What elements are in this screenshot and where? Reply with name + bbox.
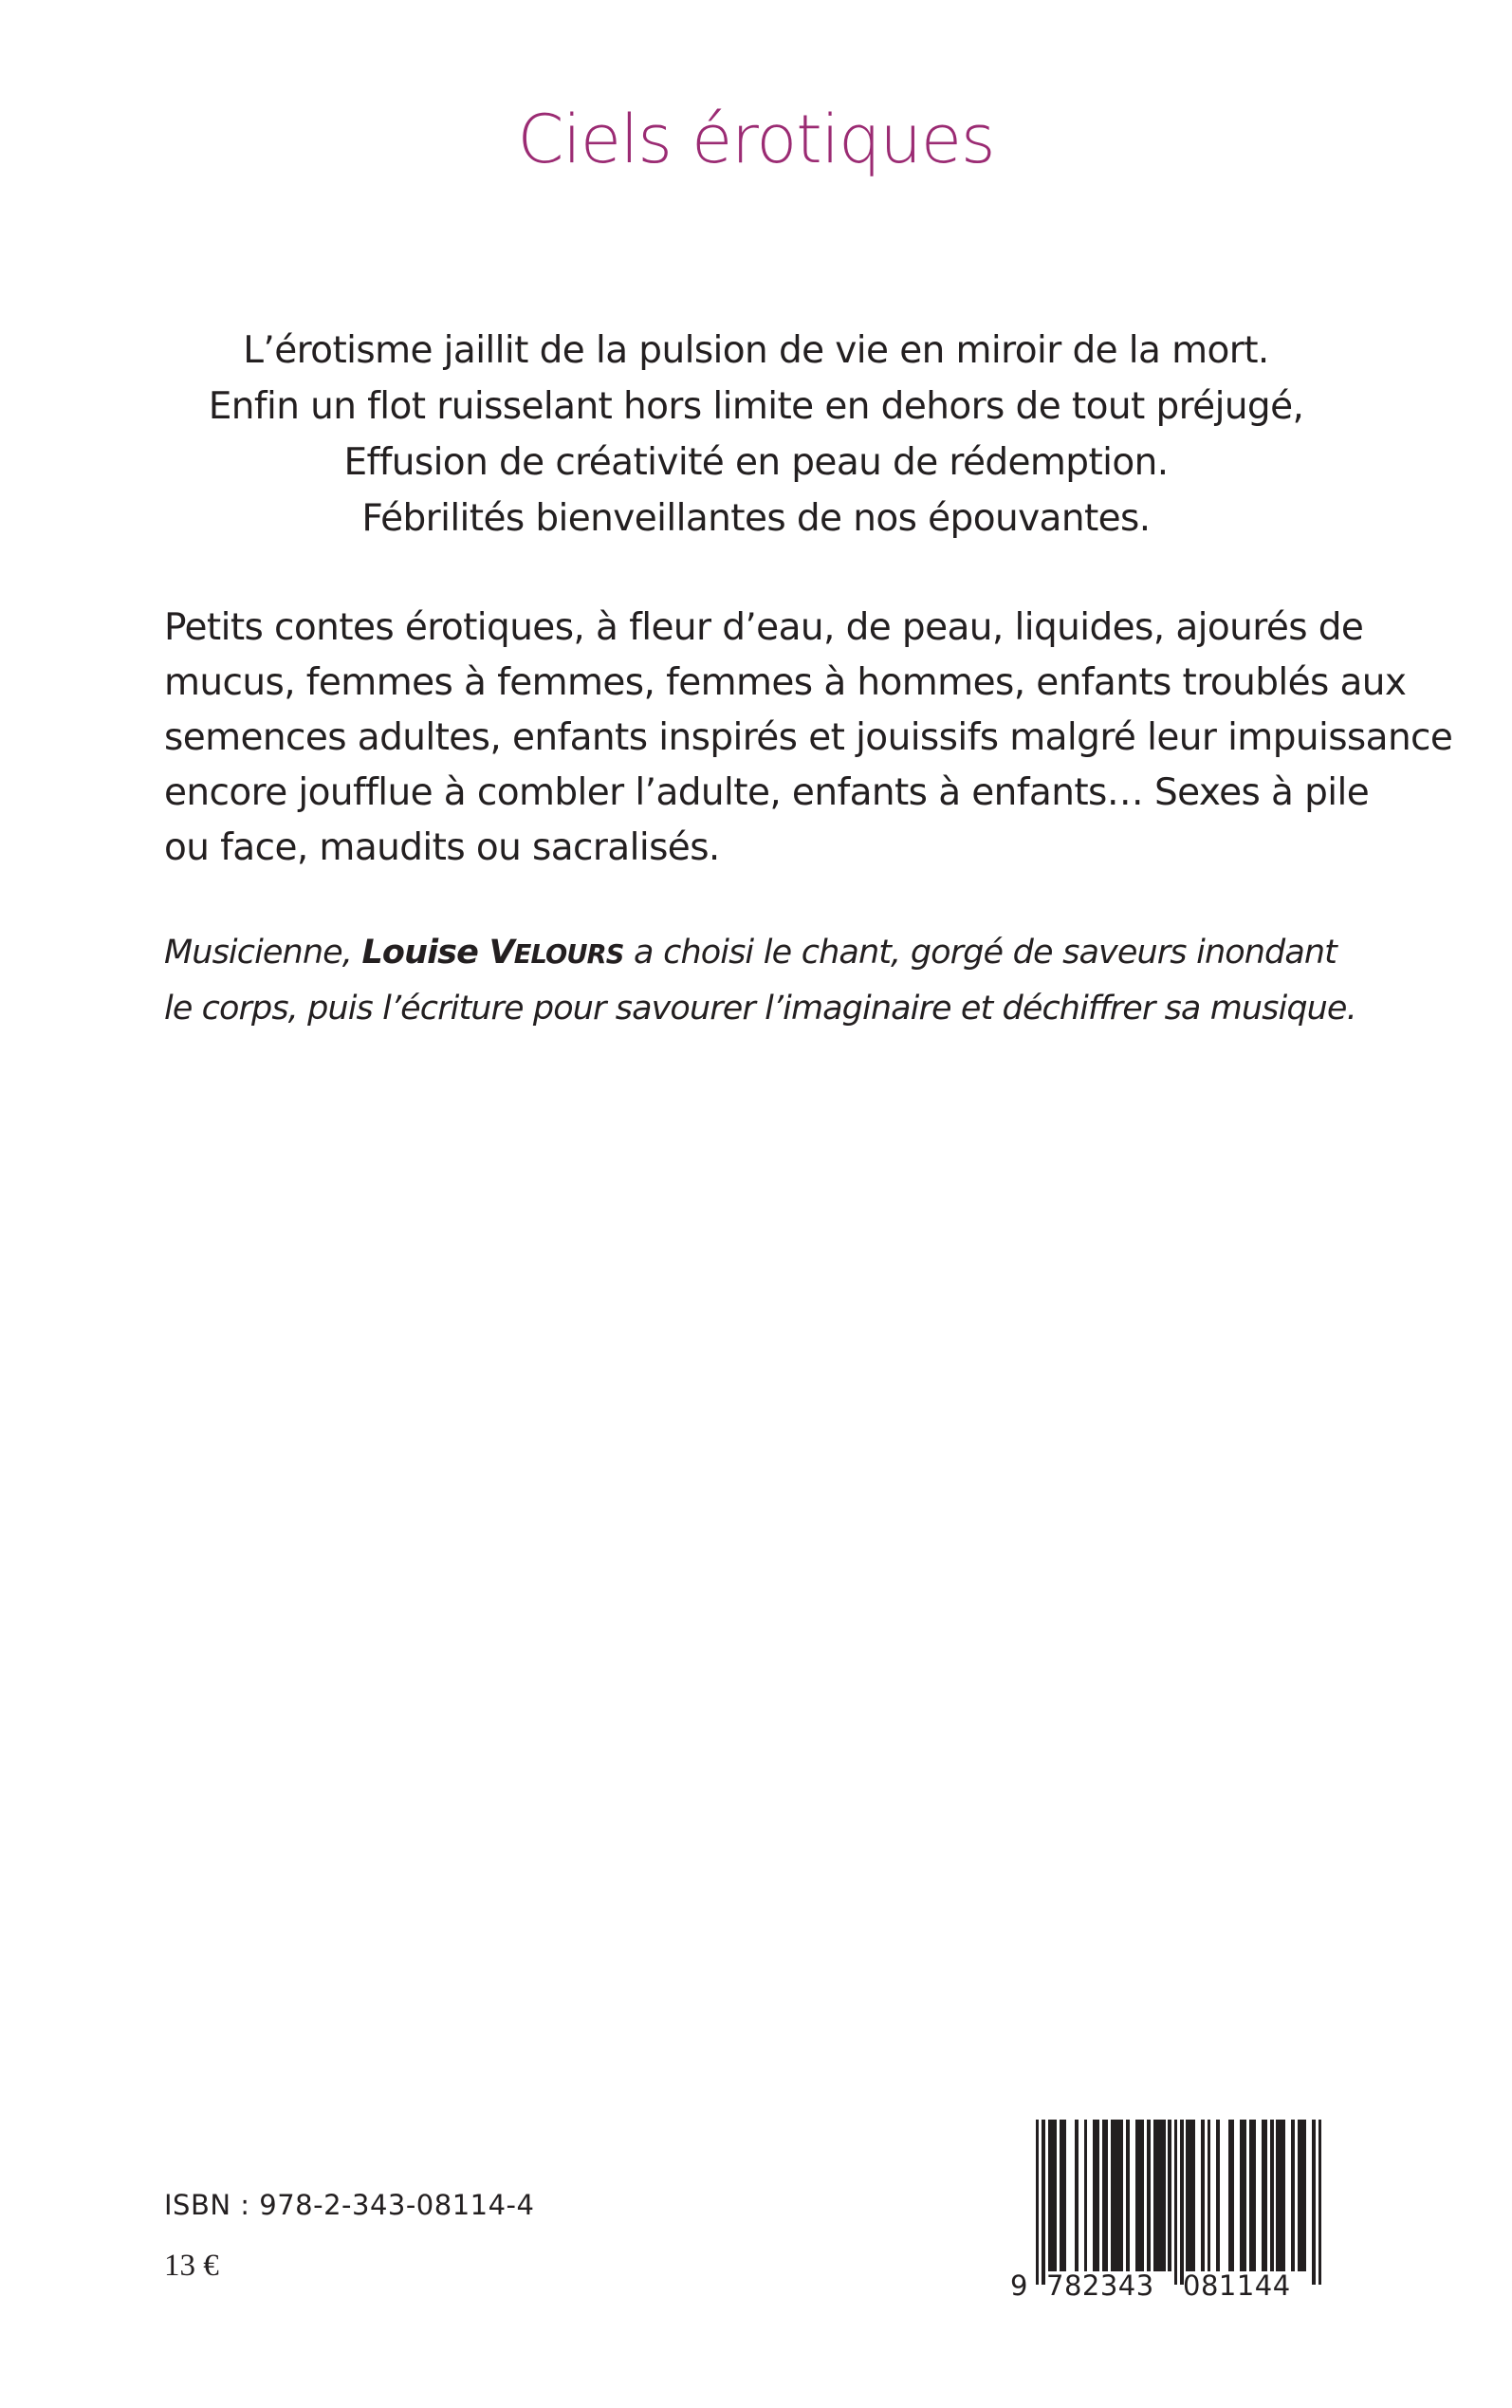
barcode-bar: [1168, 2120, 1171, 2271]
bio-line: le corps, puis l’écriture pour savourer l’imaginaire et déchiffrer sa musique.: [164, 990, 1356, 1028]
barcode: [1010, 2102, 1321, 2305]
barcode-bar: [1096, 2120, 1098, 2271]
barcode-guard-bar: [1174, 2120, 1177, 2285]
author-name: Louise VELOURS: [361, 934, 624, 972]
barcode-bar: [1084, 2120, 1087, 2271]
bio-prefix: Musicienne,: [164, 934, 362, 972]
author-bio: [164, 926, 1356, 1036]
barcode-bar: [1244, 2120, 1246, 2271]
barcode-bar: [1201, 2120, 1204, 2271]
barcode-bar: [1063, 2120, 1066, 2271]
price-label: 13 €: [164, 2249, 219, 2283]
barcode-bars: [1036, 2120, 1321, 2271]
barcode-bar: [1216, 2120, 1219, 2271]
summary-line: Petits contes érotiques, à fleur d’eau, de peau, liquides, ajourés de: [164, 606, 1364, 649]
barcode-bar: [1192, 2120, 1195, 2271]
summary-line: semences adultes, enfants inspirés et jouissifs malgré leur impuissance: [164, 716, 1453, 759]
summary-line: mucus, femmes à femmes, femmes à hommes, enfants troublés aux: [164, 661, 1407, 704]
barcode-guard-bar: [1180, 2120, 1183, 2285]
barcode-bar: [1282, 2120, 1285, 2271]
barcode-bar: [1126, 2120, 1129, 2271]
isbn-label: ISBN : 978-2-343-08114-4: [164, 2189, 535, 2221]
barcode-bar: [1291, 2120, 1294, 2271]
summary-line: encore joufflue à combler l’adulte, enfants à enfants… Sexes à pile: [164, 771, 1370, 814]
barcode-bar: [1141, 2120, 1144, 2271]
barcode-bar: [1231, 2120, 1234, 2271]
barcode-guard-bar: [1318, 2120, 1321, 2285]
barcode-bar: [1270, 2120, 1273, 2271]
barcode-guard-bar: [1036, 2120, 1039, 2285]
barcode-bar: [1120, 2120, 1123, 2271]
bio-line1-rest: a choisi le chant, gorgé de saveurs inondant: [623, 934, 1337, 972]
bio-line: [164, 926, 1337, 982]
barcode-bar: [1162, 2120, 1165, 2271]
barcode-bar: [1303, 2120, 1306, 2271]
barcode-bar: [1147, 2120, 1150, 2271]
poem-line: Enfin un flot ruisselant hors limite en dehors de tout préjugé,: [208, 385, 1304, 428]
barcode-bar: [1054, 2120, 1057, 2271]
barcode-first-digit: 9: [1010, 2269, 1028, 2302]
barcode-bar: [1252, 2120, 1255, 2271]
barcode-left-group: 782343: [1046, 2269, 1154, 2302]
barcode-guard-bar: [1042, 2120, 1044, 2285]
summary-line: ou face, maudits ou sacralisés.: [164, 826, 720, 869]
barcode-bar: [1264, 2120, 1267, 2271]
poem-block: [161, 323, 1351, 546]
barcode-guard-bar: [1312, 2120, 1315, 2285]
barcode-right-group: 081144: [1183, 2269, 1291, 2302]
poem-line: L’érotisme jaillit de la pulsion de vie en miroir de la mort.: [243, 329, 1269, 372]
poem-line: Effusion de créativité en peau de rédemption.: [343, 441, 1169, 484]
book-title: Ciels érotiques: [517, 101, 995, 178]
barcode-bar: [1105, 2120, 1108, 2271]
poem-line: Fébrilités bienveillantes de nos épouvantes.: [361, 497, 1151, 540]
barcode-bar: [1075, 2120, 1078, 2271]
summary-paragraph: [164, 601, 1453, 876]
barcode-bar: [1208, 2120, 1210, 2271]
